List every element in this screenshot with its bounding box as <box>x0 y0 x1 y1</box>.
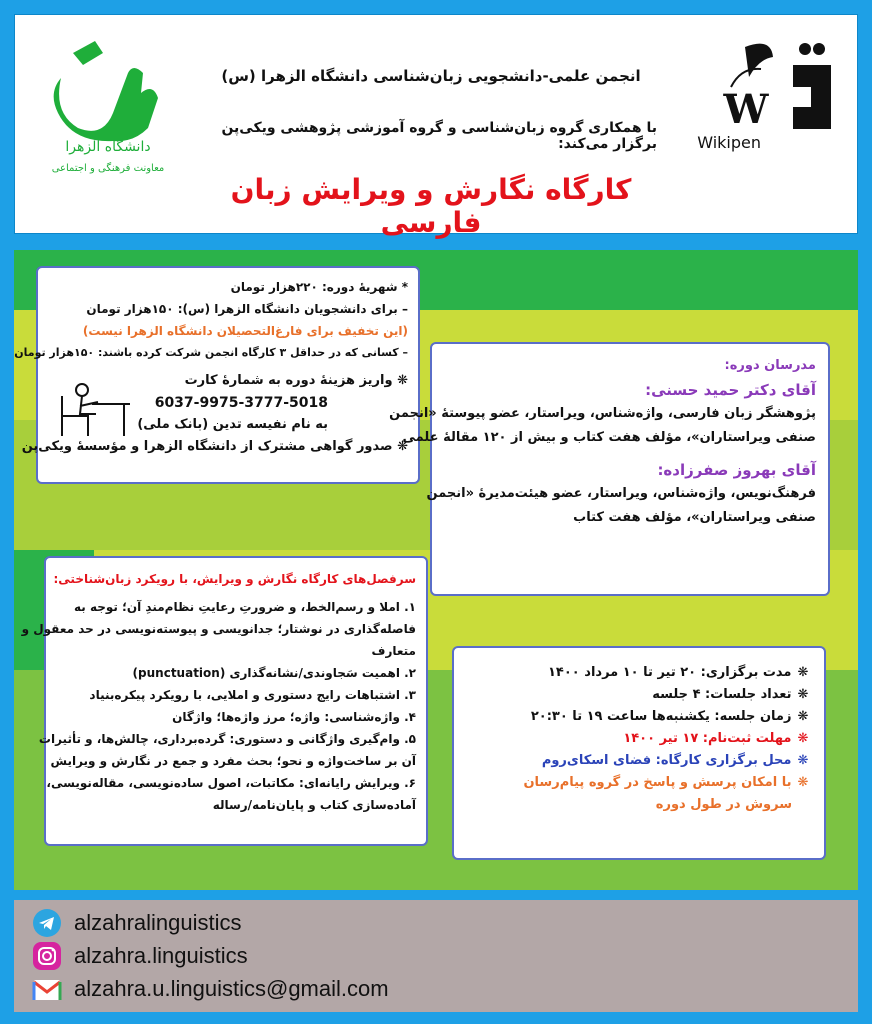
teacher-1-bio: پژوهشگر زبان فارسی، واژه‌شناس، ویراستار، عضو پیوستهٔ «انجمن <box>389 406 816 421</box>
telegram-contact[interactable] <box>32 908 242 938</box>
topic-line: ۴. واژه‌شناسی: واژه؛ مرز واژه‌ها؛ واژگان <box>172 710 416 724</box>
teachers-card <box>389 342 830 596</box>
qa-note-continued: سروش در طول دوره <box>655 797 792 812</box>
instagram-contact[interactable] <box>32 941 248 971</box>
teacher-2-name: آقای بهروز صفرزاده: <box>657 461 816 479</box>
wikipen-label: Wikipen <box>697 133 761 152</box>
teacher-2-bio: فرهنگ‌نویس، واژه‌شناس، ویراستار، عضو هیئت‌مدیرهٔ «انجمن <box>426 486 816 501</box>
gmail-icon <box>32 974 62 1004</box>
telegram-handle: alzahralinguistics <box>74 910 242 935</box>
instagram-handle: alzahra.linguistics <box>74 943 248 968</box>
topic-line: آن بر ساخت‌واژه و نحو؛ بحث مفرد و جمع در نگارش و ویرایش <box>50 754 416 768</box>
fee-card <box>14 266 420 484</box>
teachers-heading: مدرسان دوره: <box>724 358 816 373</box>
duration: مدت برگزاری: ۲۰ تیر تا ۱۰ مرداد ۱۴۰۰ <box>548 665 792 680</box>
header <box>14 14 858 239</box>
teacher-1-name: آقای دکتر حمید حسنی: <box>645 381 816 399</box>
topics-heading: سرفصل‌های کارگاه نگارش و ویرایش، با رویکرد زبان‌شناختی: <box>53 572 416 586</box>
university-logo-text: دانشگاه الزهرا <box>65 139 151 155</box>
desk-writer-icon <box>52 376 132 440</box>
organizer-line: انجمن علمی-دانشجویی زبان‌شناسی دانشگاه الزهرا (س) <box>221 67 641 85</box>
svg-text:W: W <box>723 86 769 133</box>
bullet-star-icon: ❋ <box>797 753 809 768</box>
alzahra-university-logo <box>33 33 183 183</box>
topic-line: ۱. املا و رسم‌الخط، و ضرورتِ رعایتِ نظام‌مندِ آن؛ توجه به <box>74 600 416 614</box>
workshop-title: کارگاه نگارش و ویرایش زبان فارسی <box>230 173 632 239</box>
payment-instruction: ❋ واریز هزینهٔ دوره به شمارهٔ کارت <box>184 373 408 388</box>
bullet-star-icon: ❋ <box>797 665 809 680</box>
email-contact[interactable] <box>32 974 389 1004</box>
footer <box>14 900 858 1012</box>
bullet-star-icon: ❋ <box>797 687 809 702</box>
teacher-2-bio: صنفی ویراستاران»، مؤلف هفت کتاب <box>573 510 816 525</box>
university-logo-subtext: معاونت فرهنگی و اجتماعی <box>51 163 165 174</box>
fee-line: * شهریهٔ دوره: ۲۲۰هزار تومان <box>230 280 408 294</box>
topic-line: ۵. وام‌گیری واژگانی و دستوری: گرده‌برداری، چالش‌ها، و تأثیرات <box>38 732 416 746</box>
fee-student-discount: – برای دانشجویان دانشگاه الزهرا (س): ۱۵۰هزار تومان <box>86 302 408 316</box>
topic-line: ۶. ویرایش رایانه‌ای: مکاتبات، اصول ساده‌نویسی، مقاله‌نویسی، <box>46 776 416 790</box>
topic-line: آماده‌سازی کتاب و پایان‌نامه/رساله <box>212 798 416 812</box>
main-content <box>14 250 858 890</box>
bullet-star-icon: ❋ <box>797 709 809 724</box>
topic-line: ۳. اشتباهات رایج دستوری و املایی، با رویکرد پیکره‌بنیاد <box>89 688 416 702</box>
instagram-icon <box>32 941 62 971</box>
session-count: تعداد جلسات: ۴ جلسه <box>652 687 792 702</box>
certificate-line: ❋ صدور گواهی مشترک از دانشگاه الزهرا و مؤسسهٔ ویکی‌پن <box>21 439 408 454</box>
card-owner: به نام نفیسه تدین (بانک ملی) <box>137 417 328 432</box>
bullet-star-icon: ❋ <box>797 775 809 790</box>
topics-card <box>21 556 428 846</box>
fee-workshop-discount: – کسانی که در حداقل ۳ کارگاه انجمن شرکت کرده باشند: ۱۵۰هزار تومان <box>14 346 408 359</box>
telegram-icon <box>32 908 62 938</box>
topic-line: متعارف <box>371 644 416 658</box>
fee-note: (این تخفیف برای فارغ‌التحصیلان دانشگاه الزهرا نیست) <box>82 324 408 338</box>
card-number: 6037-9975-3777-5018 <box>154 395 328 411</box>
topic-line: ۲. اهمیت سَجاوندی/نشانه‌گذاری (punctuation) <box>132 666 416 680</box>
qa-note: با امکان پرسش و پاسخ در گروه پیام‌رسان <box>523 775 792 790</box>
topic-line: فاصله‌گذاری در نوشتار؛ جدانویسی و پیوسته‌نویسی در حد معقول و <box>21 622 416 636</box>
registration-deadline: مهلت ثبت‌نام: ۱۷ تیر ۱۴۰۰ <box>623 731 792 746</box>
teacher-1-bio: صنفی ویراستاران»، مؤلف هفت کتاب و بیش از ۱۲۰ مقالهٔ علمی <box>402 430 816 445</box>
email-address: alzahra.u.linguistics@gmail.com <box>74 976 389 1001</box>
collaboration-line: با همکاری گروه زبان‌شناسی و گروه آموزشی پژوهشی ویکی‌پن برگزار می‌کند: <box>221 120 657 152</box>
bullet-star-icon: ❋ <box>797 731 809 746</box>
schedule-card <box>452 646 826 860</box>
session-time: زمان جلسه: یکشنبه‌ها ساعت ۱۹ تا ۲۰:۳۰ <box>530 709 792 724</box>
venue: محل برگزاری کارگاه: فضای اسکای‌روم <box>541 753 792 768</box>
